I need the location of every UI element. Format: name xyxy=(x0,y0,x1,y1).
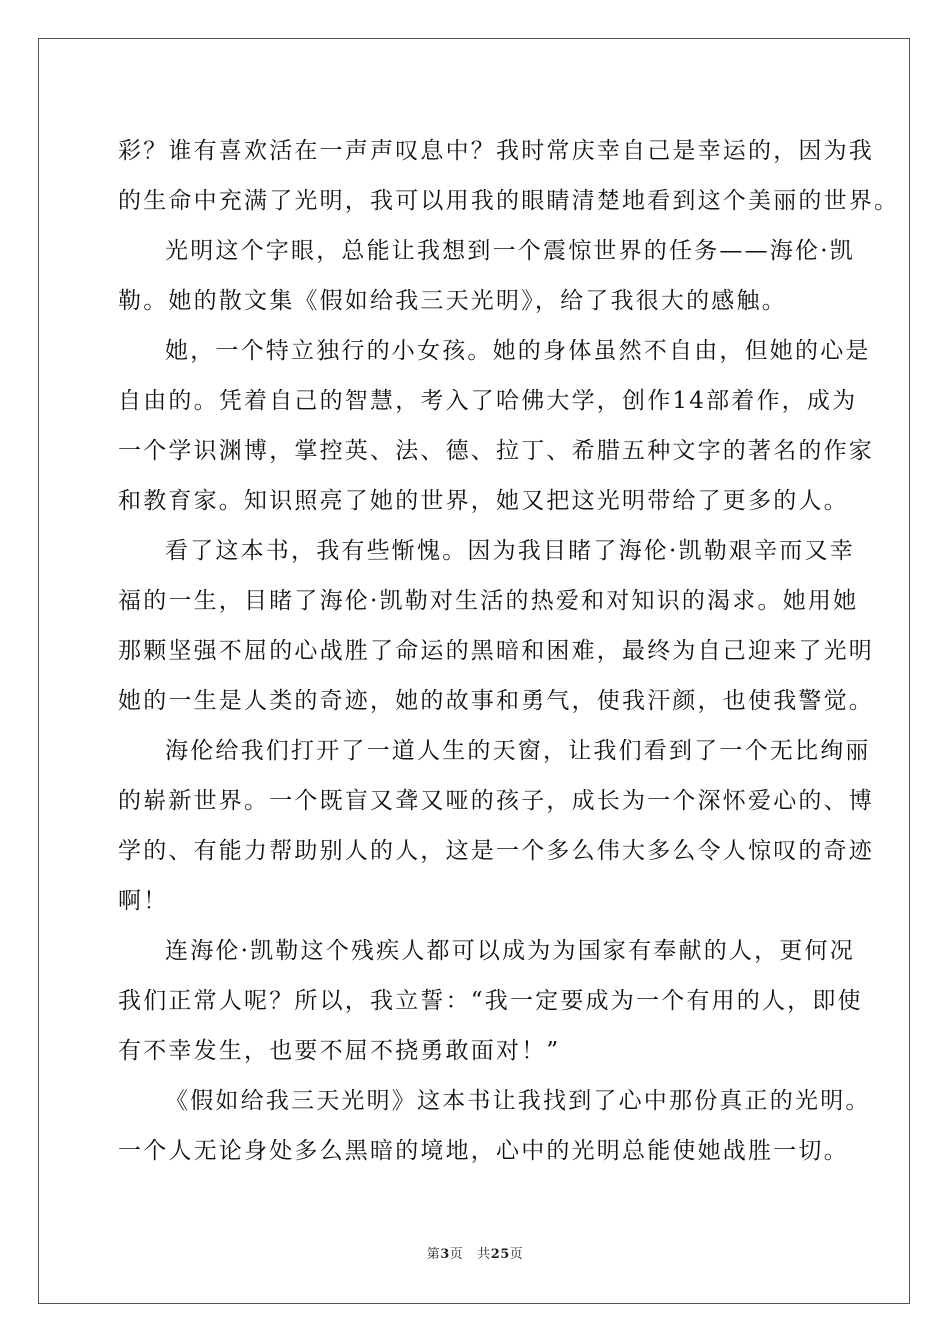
paragraph-start-line: 看了这本书，我有些惭愧。因为我目睹了海伦·凯勒艰辛而又幸 xyxy=(165,538,855,564)
text-line: 自由的。凭着自己的智慧，考入了哈佛大学，创作14部着作，成为 xyxy=(118,388,858,414)
page-number-footer xyxy=(0,1243,950,1262)
text-line: 彩？谁有喜欢活在一声声叹息中？我时常庆幸自己是幸运的，因为我 xyxy=(118,138,874,164)
text-line: 有不幸发生，也要不屈不挠勇敢面对！” xyxy=(118,1038,561,1064)
current-page-number: 3 xyxy=(440,1247,450,1262)
text-line: 勒。她的散文集《假如给我三天光明》，给了我很大的感触。 xyxy=(118,288,787,314)
text-line: 福的一生，目睹了海伦·凯勒对生活的热爱和对知识的渴求。她用她 xyxy=(118,588,859,614)
text-line: 那颗坚强不屈的心战胜了命运的黑暗和困难，最终为自己迎来了光明 xyxy=(118,638,874,664)
text-line: 啊！ xyxy=(118,888,169,914)
paragraph-start-line: 她，一个特立独行的小女孩。她的身体虽然不自由，但她的心是 xyxy=(165,338,871,364)
document-body xyxy=(118,129,900,1179)
footer-page-word: 页 xyxy=(449,1247,464,1262)
text-line: 一个学识渊博，掌控英、法、德、拉丁、希腊五种文字的著名的作家 xyxy=(118,438,874,464)
paragraph-start-line: 海伦给我们打开了一道人生的天窗，让我们看到了一个无比绚丽 xyxy=(165,738,871,764)
text-line: 和教育家。知识照亮了她的世界，她又把这光明带给了更多的人。 xyxy=(118,488,849,514)
text-line: 的崭新世界。一个既盲又聋又哑的孩子，成长为一个深怀爱心的、博 xyxy=(118,788,874,814)
paragraph-start-line: 光明这个字眼，总能让我想到一个震惊世界的任务——海伦·凯 xyxy=(165,238,855,264)
text-line: 的生命中充满了光明，我可以用我的眼睛清楚地看到这个美丽的世界。 xyxy=(118,188,900,214)
text-line: 我们正常人呢？所以，我立誓：“我一定要成为一个有用的人，即使 xyxy=(118,988,863,1014)
text-line: 一个人无论身处多么黑暗的境地，心中的光明总能使她战胜一切。 xyxy=(118,1138,849,1164)
text-line: 学的、有能力帮助别人的人，这是一个多么伟大多么令人惊叹的奇迹 xyxy=(118,838,874,864)
total-pages-number: 25 xyxy=(490,1247,510,1262)
footer-prefix: 第 xyxy=(426,1247,441,1262)
footer-total-prefix: 共 xyxy=(477,1247,491,1262)
paragraph-start-line: 连海伦·凯勒这个残疾人都可以成为为国家有奉献的人，更何况 xyxy=(165,938,855,964)
paragraph-start-line: 《假如给我三天光明》这本书让我找到了心中那份真正的光明。 xyxy=(165,1088,871,1114)
text-line: 她的一生是人类的奇迹，她的故事和勇气，使我汗颜，也使我警觉。 xyxy=(118,688,874,714)
footer-total-suffix: 页 xyxy=(509,1247,524,1262)
